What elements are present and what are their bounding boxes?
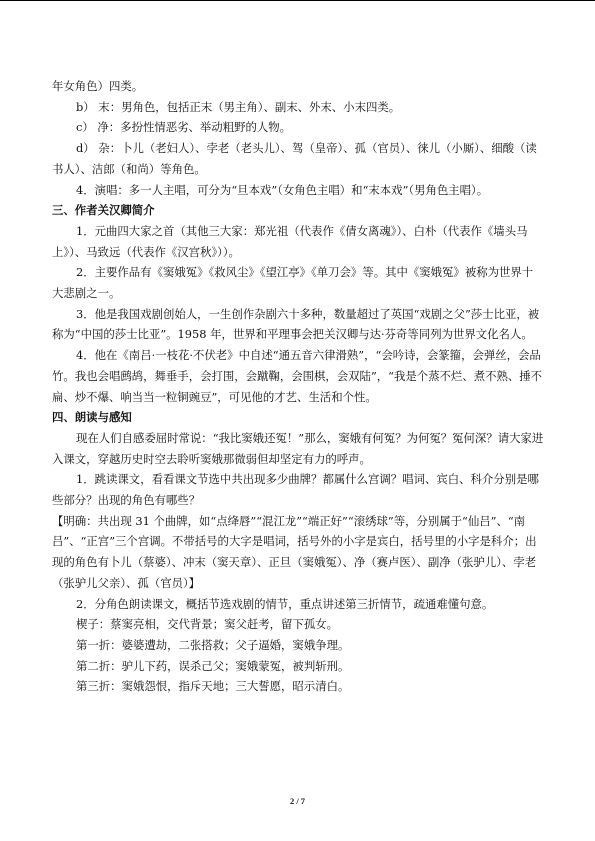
plot-line: 第二折：驴儿下药，误杀己父；窦娥蒙冤，被判斩刑。 [76,658,350,673]
paragraph: 1．跳读课文，看看课文节选中共出现多少曲牌？都属什么宫调？唱词、宾白、科介分别是哪些部分？出现的角色有哪些？ [52,472,539,508]
paragraph: 4．他在《南吕·一枝花·不伏老》中自述“通五音六律滑熟”，“会吟诗，会篆籀，会弹丝，会品竹。我也会唱鹧鸪，舞垂手，会打围，会蹴鞠，会围棋，会双陆”，“我是个蒸不烂、煮不熟、捶不扁、炒不爆、响当当一粒铜豌豆”，可见他的才艺、生活和个性。 [52,348,543,404]
paragraph: d） 杂：卜儿（老妇人）、孛老（老头儿）、驾（皇帝）、孤（官员）、徕儿（小厮）、细酸（读书人）、洁郎（和尚）等角色。 [52,141,537,176]
plot-line: 第一折：婆婆遭劫，二张搭救；父子逼婚，窦娥争理。 [76,637,350,652]
plot-line: 第三折：窦娥怨恨，指斥天地；三大誓愿，昭示清白。 [76,679,350,694]
paragraph: 2．分角色朗读课文，概括节选戏剧的情节，重点讲述第三折情节，疏通难懂句意。 [76,596,494,611]
paragraph: 3．他是我国戏剧创始人，一生创作杂剧六十多种，数量超过了英国“戏剧之父”莎士比亚，被称为“中国的莎士比亚”。1958 年，世界和平理事会把关汉卿与达·芬奇等同列为世界文化名人。 [52,306,540,342]
paragraph: 2．主要作品有《窦娥冤》《救风尘》《望江亭》《单刀会》等。其中《窦娥冤》被称为世界十大悲剧之一。 [52,265,534,301]
paragraph: b） 末：男角色，包括正末（男主角）、副末、外末、小末四类。 [76,99,401,114]
section-heading: 四、朗读与感知 [52,410,132,425]
paragraph: 4．演唱：多一人主唱，可分为“旦本戏”（女角色主唱）和“末本戏”（男角色主唱）。 [76,182,489,197]
paragraph: 年女角色）四类。 [52,79,144,93]
paragraph: 1．元曲四大家之首（其他三大家：郑光祖（代表作《倩女离魂》）、白朴（代表作《墙头马上》）、马致远（代表作《汉宫秋》））。 [52,223,528,259]
plot-line: 楔子：蔡窦亮相，交代背景；窦父赶考，留下孤女。 [76,617,338,632]
paragraph: 现在人们自感委屈时常说：“我比窦娥还冤！”那么，窦娥有何冤？为何冤？冤何深？请大家进入课文，穿越历史时空去聆听窦娥那微弱但却坚定有力的呼声。 [52,430,544,466]
header-rule [0,0,595,1]
answer-paragraph: 【明确：共出现 31 个曲牌，如“点绛唇”“混江龙”“端正好”“滚绣球”等，分别属于“仙吕”、“南吕”、“正宫”三个宫调。不带括号的大字是唱词，括号外的小字是宾白，括号里的小字是科介；出现的角色有卜儿（蔡婆）、冲末（窦天章）、正旦（窦娥冤）、净（赛卢医）、副净（张驴儿）、孛老（张驴儿父亲）、孤（官员）】 [52,513,537,590]
paragraph: c） 净：多扮性情恶劣、举动粗野的人物。 [76,120,292,135]
page-number: 2 / 7 [289,796,306,806]
document-body [52,76,544,697]
section-heading: 三、作者关汉卿简介 [52,203,155,218]
